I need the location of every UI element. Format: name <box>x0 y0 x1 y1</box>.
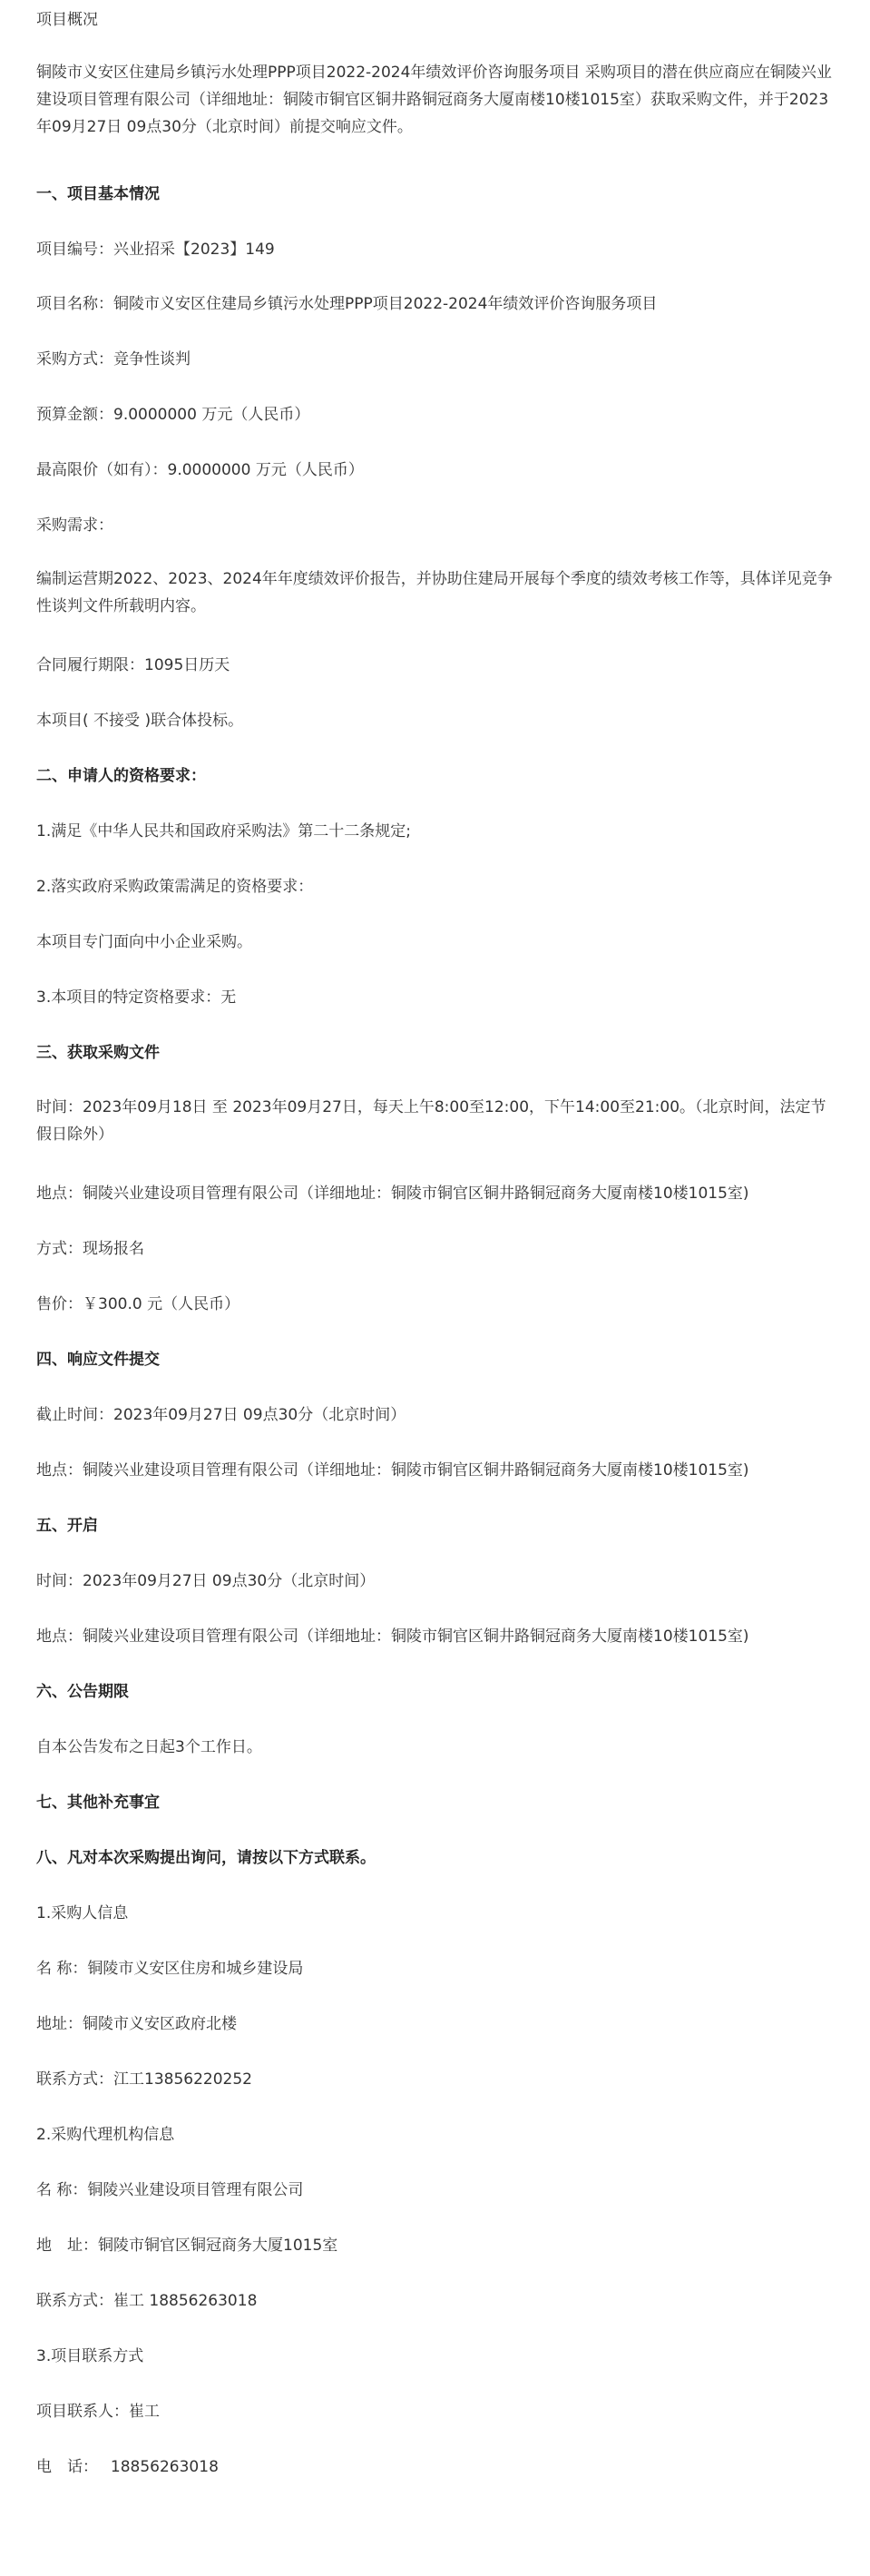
section-8-heading: 八、凡对本次采购提出询问，请按以下方式联系。 <box>36 1849 376 1867</box>
contract-period: 合同履行期限：1095日历天 <box>36 656 230 674</box>
purchaser-contact: 联系方式：江工13856220252 <box>36 2070 252 2089</box>
max-price: 最高限价（如有）：9.0000000 万元（人民币） <box>36 461 364 479</box>
obtain-docs-price: 售价：￥300.0 元（人民币） <box>36 1295 240 1313</box>
section-1-heading: 一、项目基本情况 <box>36 185 160 203</box>
project-number: 项目编号：兴业招采【2023】149 <box>36 241 275 259</box>
obtain-docs-mode: 方式：现场报名 <box>36 1240 144 1258</box>
agency-name: 名 称：铜陵兴业建设项目管理有限公司 <box>36 2181 304 2199</box>
qualification-req-3: 3.本项目的特定资格要求：无 <box>36 988 237 1007</box>
budget-amount: 预算金额：9.0000000 万元（人民币） <box>36 406 310 424</box>
section-2-heading: 二、申请人的资格要求： <box>36 767 206 785</box>
demand-label: 采购需求： <box>36 516 113 535</box>
purchaser-info-title: 1.采购人信息 <box>36 1904 129 1922</box>
agency-info-title: 2.采购代理机构信息 <box>36 2126 175 2144</box>
section-7-heading: 七、其他补充事宜 <box>36 1794 160 1812</box>
agency-address: 地 址：铜陵市铜官区铜冠商务大厦1015室 <box>36 2237 338 2255</box>
project-name: 项目名称：铜陵市义安区住建局乡镇污水处理PPP项目2022-2024年绩效评价咨询服务项目 <box>36 295 658 313</box>
qualification-req-1: 1.满足《中华人民共和国政府采购法》第二十二条规定; <box>36 822 411 841</box>
agency-contact: 联系方式：崔工 18856263018 <box>36 2292 258 2310</box>
overview-title: 项目概况 <box>36 11 98 29</box>
obtain-docs-place: 地点：铜陵兴业建设项目管理有限公司（详细地址：铜陵市铜官区铜井路铜冠商务大厦南楼10楼1015室) <box>36 1185 749 1203</box>
overview-intro: 铜陵市义安区住建局乡镇污水处理PPP项目2022-2024年绩效评价咨询服务项目 采购项目的潜在供应商应在铜陵兴业建设项目管理有限公司（详细地址：铜陵市铜官区铜井路铜冠商务大厦南楼10楼1015室）获取采购文件，并于2023年09月27日 09点30分（北京时间）前提交响应文件。 <box>36 64 832 136</box>
opening-place: 地点：铜陵兴业建设项目管理有限公司（详细地址：铜陵市铜官区铜井路铜冠商务大厦南楼10楼1015室) <box>36 1627 749 1646</box>
consortium-statement: 本项目( 不接受 )联合体投标。 <box>36 712 244 730</box>
section-3-heading: 三、获取采购文件 <box>36 1044 160 1062</box>
opening-time: 时间：2023年09月27日 09点30分（北京时间） <box>36 1572 376 1590</box>
section-5-heading: 五、开启 <box>36 1517 98 1535</box>
qualification-req-2: 2.落实政府采购政策需满足的资格要求： <box>36 878 314 896</box>
section-6-heading: 六、公告期限 <box>36 1683 129 1701</box>
project-contact-person: 项目联系人：崔工 <box>36 2403 160 2421</box>
submission-place: 地点：铜陵兴业建设项目管理有限公司（详细地址：铜陵市铜官区铜井路铜冠商务大厦南楼10楼1015室) <box>36 1461 749 1480</box>
qualification-req-2-detail: 本项目专门面向中小企业采购。 <box>36 933 252 951</box>
submission-deadline: 截止时间：2023年09月27日 09点30分（北京时间） <box>36 1406 406 1424</box>
project-contact-phone: 电 话： 18856263018 <box>36 2458 219 2476</box>
demand-detail: 编制运营期2022、2023、2024年年度绩效评价报告，并协助住建局开展每个季度的绩效考核工作等，具体详见竞争性谈判文件所载明内容。 <box>36 570 833 615</box>
announcement-period: 自本公告发布之日起3个工作日。 <box>36 1738 262 1756</box>
section-4-heading: 四、响应文件提交 <box>36 1351 160 1369</box>
procurement-method: 采购方式：竞争性谈判 <box>36 350 191 369</box>
project-contact-title: 3.项目联系方式 <box>36 2347 144 2365</box>
purchaser-name: 名 称：铜陵市义安区住房和城乡建设局 <box>36 1960 304 1978</box>
obtain-docs-time: 时间：2023年09月18日 至 2023年09月27日，每天上午8:00至12:00，下午14:00至21:00。（北京时间，法定节假日除外） <box>36 1098 826 1144</box>
purchaser-address: 地址：铜陵市义安区政府北楼 <box>36 2015 237 2033</box>
